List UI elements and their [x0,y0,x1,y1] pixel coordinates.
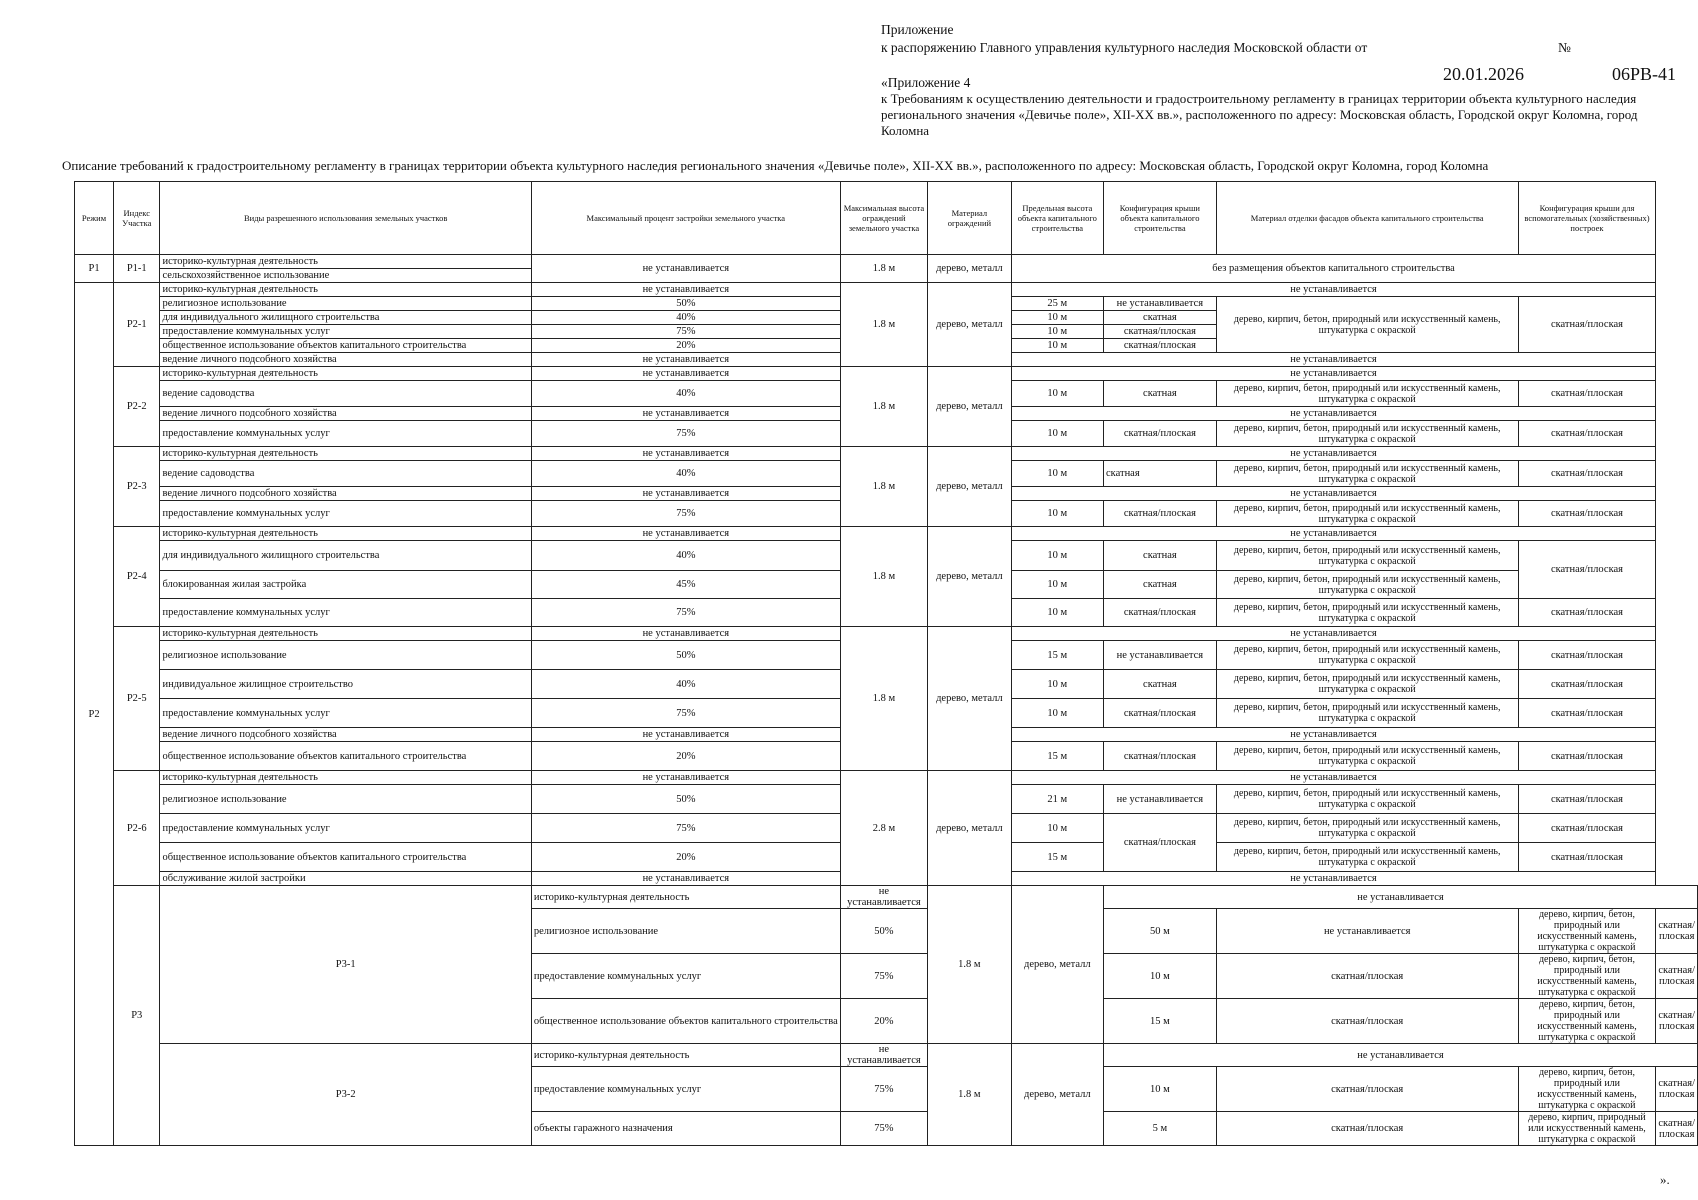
fence-height-cell: 1.8 м [840,447,927,527]
percent-cell: 50% [531,785,840,814]
height-cell: 10 м [1011,339,1103,353]
merged-cell: не устанавливается [1011,283,1656,297]
use-cell: обслуживание жилой застройки [160,872,531,886]
height-cell: 15 м [1103,999,1216,1044]
use-cell: общественное использование объектов капитального строительства [160,742,531,771]
percent-cell: 50% [531,641,840,670]
roof-cell: скатная [1103,670,1216,699]
percent-cell: не устанавливается [531,407,840,421]
regime-cell: Р1 [75,255,114,283]
use-cell: историко-культурная деятельность [160,527,531,541]
use-cell: индивидуальное жилищное строительство [160,670,531,699]
col-header-regime: Режим [75,182,114,255]
use-cell: для индивидуального жилищного строительства [160,541,531,571]
use-cell: историко-культурная деятельность [531,886,840,909]
percent-cell: не устанавливается [840,1044,927,1067]
table-row [75,447,1698,461]
height-cell: 15 м [1011,742,1103,771]
percent-cell: 75% [531,501,840,527]
fence-height-cell: 1.8 м [928,1044,1012,1146]
height-cell: 10 м [1011,571,1103,599]
percent-cell: не устанавливается [531,353,840,367]
facade-cell: дерево, кирпич, бетон, природный или искусственный камень, штукатурка с окраской [1216,541,1518,571]
facade-cell: дерево, кирпич, бетон, природный или искусственный камень, штукатурка с окраской [1216,843,1518,872]
height-cell: 10 м [1011,501,1103,527]
facade-cell: дерево, кирпич, бетон, природный или искусственный камень, штукатурка с окраской [1216,785,1518,814]
percent-cell: 75% [531,325,840,339]
percent-cell: 50% [840,909,927,954]
appendix4-text: к Требованиям к осуществлению деятельности и градостроительному регламенту в границах территории объекта культурного наследия регионального значения «Девичье поле», XII-XX вв.», расположенного по адресу: Московская область, Городской округ Коломна, город Коломна [881,91,1638,138]
aux-roof-cell: скатная/плоская [1518,381,1656,407]
fence-height-cell: 1.8 м [840,367,927,447]
use-cell: историко-культурная деятельность [531,1044,840,1067]
merged-cell: не устанавливается [1011,627,1656,641]
percent-cell: не устанавливается [531,627,840,641]
percent-cell: 40% [531,381,840,407]
facade-cell: дерево, кирпич, бетон, природный или искусственный камень, штукатурка с окраской [1216,571,1518,599]
percent-cell: 75% [531,599,840,627]
roof-cell: не устанавливается [1103,297,1216,311]
facade-cell: дерево, кирпич, бетон, природный или искусственный камень, штукатурка с окраской [1518,909,1656,954]
col-header-max-height: Предельная высота объекта капитального строительства [1011,182,1103,255]
col-header-fence-material: Материал ограждений [928,182,1012,255]
percent-cell: не устанавливается [531,728,840,742]
percent-cell: 20% [531,742,840,771]
merged-cell: не устанавливается [1011,367,1656,381]
use-cell: ведение садоводства [160,381,531,407]
col-header-plot-index: Индекс Участка [114,182,160,255]
roof-cell: скатная [1103,311,1216,325]
use-cell: религиозное использование [531,909,840,954]
aux-roof-cell: скатная/плоская [1656,954,1698,999]
use-cell: религиозное использование [160,641,531,670]
facade-cell: дерево, кирпич, бетон, природный или искусственный камень, штукатурка с окраской [1216,641,1518,670]
roof-cell: скатная/плоская [1103,699,1216,728]
facade-cell: дерево, кирпич, бетон, природный или искусственный камень, штукатурка с окраской [1216,461,1518,487]
roof-cell: не устанавливается [1103,641,1216,670]
use-cell: ведение личного подсобного хозяйства [160,487,531,501]
fence-material-cell: дерево, металл [928,367,1012,447]
facade-cell: дерево, кирпич, природный или искусственный камень, штукатурка с окраской [1518,1112,1656,1146]
height-cell: 10 м [1011,421,1103,447]
percent-cell: 20% [840,999,927,1044]
table-row [75,627,1698,641]
col-header-permitted-use: Виды разрешенного использования земельных участков [160,182,531,255]
roof-cell: скатная [1103,541,1216,571]
use-cell: предоставление коммунальных услуг [160,814,531,843]
use-cell: ведение личного подсобного хозяйства [160,407,531,421]
aux-roof-cell: скатная/плоская [1518,699,1656,728]
aux-roof-cell: скатная/плоская [1518,843,1656,872]
table-header-row [75,182,1698,255]
facade-cell: дерево, кирпич, бетон, природный или искусственный камень, штукатурка с окраской [1216,421,1518,447]
table-description: Описание требований к градостроительному регламенту в границах территории объекта культурного наследия регионального значения «Девичье поле», XII-XX вв.», расположенного по адресу: Московская область, Городской округ Коломна, город Коломна [62,158,1489,173]
plot-index-cell: Р2-3 [114,447,160,527]
plot-index-cell: Р2-1 [114,283,160,367]
facade-cell: дерево, кирпич, бетон, природный или искусственный камень, штукатурка с окраской [1216,501,1518,527]
facade-cell: дерево, кирпич, бетон, природный или искусственный камень, штукатурка с окраской [1216,670,1518,699]
merged-cell: не устанавливается [1103,1044,1697,1067]
height-cell: 10 м [1011,461,1103,487]
aux-roof-cell: скатная/плоская [1656,1112,1698,1146]
height-cell: 50 м [1103,909,1216,954]
percent-cell: 75% [531,421,840,447]
plot-index-cell: Р2-2 [114,367,160,447]
table-row [75,367,1698,381]
fence-height-cell: 1.8 м [840,283,927,367]
plot-index-cell: Р2-4 [114,527,160,627]
merged-cell: не устанавливается [1011,872,1656,886]
height-cell: 10 м [1011,325,1103,339]
col-header-aux-roof: Конфигурация крыши для вспомогательных (хозяйственных) построек [1518,182,1656,255]
height-cell: 21 м [1011,785,1103,814]
use-cell: блокированная жилая застройка [160,571,531,599]
col-header-roof-config: Конфигурация крыши объекта капитального строительства [1103,182,1216,255]
plot-index-cell: Р2-6 [114,771,160,886]
plot-index-cell: Р3-2 [160,1044,531,1146]
fence-material-cell: дерево, металл [1011,1044,1103,1146]
percent-cell: не устанавливается [531,527,840,541]
roof-cell: не устанавливается [1216,909,1518,954]
number-sign: № [1558,40,1571,55]
fence-height-cell: 1.8 м [840,627,927,771]
merged-cell: не устанавливается [1011,353,1656,367]
percent-cell: 40% [531,541,840,571]
use-cell: историко-культурная деятельность [160,283,531,297]
merged-cell: не устанавливается [1011,407,1656,421]
fence-material-cell: дерево, металл [928,283,1012,367]
roof-cell: скатная/плоская [1216,954,1518,999]
roof-cell: скатная/плоская [1216,999,1518,1044]
percent-cell: 75% [840,1112,927,1146]
percent-cell: не устанавливается [531,447,840,461]
aux-roof-cell: скатная/плоская [1518,599,1656,627]
aux-roof-cell: скатная/плоская [1518,297,1656,353]
roof-cell: скатная/плоская [1103,421,1216,447]
roof-cell: скатная [1103,461,1216,487]
appendix-title: Приложение [881,22,954,37]
height-cell: 25 м [1011,297,1103,311]
roof-cell: скатная [1103,571,1216,599]
use-cell: предоставление коммунальных услуг [160,501,531,527]
aux-roof-cell: скатная/плоская [1518,421,1656,447]
use-cell: общественное использование объектов капитального строительства [531,999,840,1044]
percent-cell: не устанавливается [840,886,927,909]
table-row [75,527,1698,541]
fence-material-cell: дерево, металл [928,255,1012,283]
use-cell: ведение садоводства [160,461,531,487]
percent-cell: 75% [531,814,840,843]
roof-cell: скатная/плоская [1103,339,1216,353]
aux-roof-cell: скатная/плоская [1656,909,1698,954]
facade-cell: дерево, кирпич, бетон, природный или искусственный камень, штукатурка с окраской [1216,297,1518,353]
percent-cell: 40% [531,670,840,699]
order-date: 20.01.2026 [1443,64,1524,84]
height-cell: 10 м [1011,599,1103,627]
roof-cell: скатная/плоская [1216,1067,1518,1112]
aux-roof-cell: скатная/плоская [1518,461,1656,487]
use-cell: историко-культурная деятельность [160,771,531,785]
facade-cell: дерево, кирпич, бетон, природный или искусственный камень, штукатурка с окраской [1518,999,1656,1044]
roof-cell: скатная/плоская [1216,1112,1518,1146]
use-cell: общественное использование объектов капитального строительства [160,339,531,353]
aux-roof-cell: скатная/плоская [1518,742,1656,771]
roof-cell: скатная [1103,381,1216,407]
percent-cell: не устанавливается [531,283,840,297]
appendix4-title: «Приложение 4 [881,75,971,90]
col-header-max-percent: Максимальный процент застройки земельного участка [531,182,840,255]
use-cell: для индивидуального жилищного строительства [160,311,531,325]
roof-cell: не устанавливается [1103,785,1216,814]
merged-cell: не устанавливается [1011,447,1656,461]
roof-cell: скатная/плоская [1103,742,1216,771]
height-cell: 15 м [1011,641,1103,670]
aux-roof-cell: скатная/плоская [1518,670,1656,699]
fence-material-cell: дерево, металл [1011,886,1103,1044]
aux-roof-cell: скатная/плоская [1518,541,1656,599]
height-cell: 10 м [1011,699,1103,728]
use-cell: религиозное использование [160,785,531,814]
use-cell: историко-культурная деятельность [160,447,531,461]
use-cell: историко-культурная деятельность [160,255,531,269]
use-cell: предоставление коммунальных услуг [160,699,531,728]
use-cell: предоставление коммунальных услуг [160,599,531,627]
roof-cell: скатная/плоская [1103,325,1216,339]
roof-cell: скатная/плоская [1103,501,1216,527]
merged-cell: не устанавливается [1103,886,1697,909]
height-cell: 15 м [1011,843,1103,872]
height-cell: 10 м [1011,670,1103,699]
roof-cell: скатная/плоская [1103,814,1216,872]
use-cell: предоставление коммунальных услуг [531,1067,840,1112]
use-cell: общественное использование объектов капитального строительства [160,843,531,872]
plot-index-cell: Р2-5 [114,627,160,771]
no-capital-cell: без размещения объектов капитального строительства [1011,255,1656,283]
height-cell: 10 м [1011,814,1103,843]
facade-cell: дерево, кирпич, бетон, природный или искусственный камень, штукатурка с окраской [1216,381,1518,407]
facade-cell: дерево, кирпич, бетон, природный или искусственный камень, штукатурка с окраской [1518,954,1656,999]
regime-cell: Р2 [75,283,114,1146]
height-cell: 10 м [1011,381,1103,407]
use-cell: предоставление коммунальных услуг [531,954,840,999]
table-row [75,255,1698,269]
percent-cell: 50% [531,297,840,311]
aux-roof-cell: скатная/плоская [1518,501,1656,527]
use-cell: предоставление коммунальных услуг [160,325,531,339]
percent-cell: не устанавливается [531,255,840,283]
aux-roof-cell: скатная/плоская [1518,785,1656,814]
merged-cell: не устанавливается [1011,487,1656,501]
aux-roof-cell: скатная/плоская [1656,1067,1698,1112]
height-cell: 10 м [1103,954,1216,999]
closing-mark: ». [1660,1172,1670,1187]
percent-cell: не устанавливается [531,367,840,381]
roof-cell: скатная/плоская [1103,599,1216,627]
plot-index-cell: Р1-1 [114,255,160,283]
plot-index-cell: Р3-1 [160,886,531,1044]
merged-cell: не устанавливается [1011,527,1656,541]
fence-material-cell: дерево, металл [928,527,1012,627]
fence-material-cell: дерево, металл [928,627,1012,771]
percent-cell: не устанавливается [531,487,840,501]
use-cell: историко-культурная деятельность [160,627,531,641]
percent-cell: не устанавливается [531,771,840,785]
regime-cell: Р3 [114,886,160,1146]
height-cell: 10 м [1011,311,1103,325]
fence-height-cell: 2.8 м [840,771,927,886]
use-cell: сельскохозяйственное использование [160,269,531,283]
use-cell: религиозное использование [160,297,531,311]
percent-cell: 75% [840,1067,927,1112]
table-row [75,1044,1698,1067]
table-row [75,283,1698,297]
col-header-fence-height: Максимальная высота ограждений земельного участка [840,182,927,255]
aux-roof-cell: скатная/плоская [1656,999,1698,1044]
fence-material-cell: дерево, металл [928,447,1012,527]
percent-cell: 75% [531,699,840,728]
fence-height-cell: 1.8 м [840,527,927,627]
fence-height-cell: 1.8 м [928,886,1012,1044]
percent-cell: 75% [840,954,927,999]
fence-height-cell: 1.8 м [840,255,927,283]
percent-cell: 40% [531,461,840,487]
facade-cell: дерево, кирпич, бетон, природный или искусственный камень, штукатурка с окраской [1518,1067,1656,1112]
regulation-table [74,181,1698,1146]
aux-roof-cell: скатная/плоская [1518,814,1656,843]
aux-roof-cell: скатная/плоская [1518,641,1656,670]
fence-material-cell: дерево, металл [928,771,1012,886]
use-cell: предоставление коммунальных услуг [160,421,531,447]
height-cell: 10 м [1011,541,1103,571]
height-cell: 5 м [1103,1112,1216,1146]
use-cell: ведение личного подсобного хозяйства [160,728,531,742]
table-row [75,771,1698,785]
percent-cell: не устанавливается [531,872,840,886]
facade-cell: дерево, кирпич, бетон, природный или искусственный камень, штукатурка с окраской [1216,699,1518,728]
order-line: к распоряжению Главного управления культурного наследия Московской области от [881,40,1368,55]
facade-cell: дерево, кирпич, бетон, природный или искусственный камень, штукатурка с окраской [1216,599,1518,627]
use-cell: ведение личного подсобного хозяйства [160,353,531,367]
percent-cell: 20% [531,843,840,872]
col-header-facade-material: Материал отделки фасадов объекта капитального строительства [1216,182,1518,255]
merged-cell: не устанавливается [1011,771,1656,785]
height-cell: 10 м [1103,1067,1216,1112]
use-cell: историко-культурная деятельность [160,367,531,381]
facade-cell: дерево, кирпич, бетон, природный или искусственный камень, штукатурка с окраской [1216,742,1518,771]
facade-cell: дерево, кирпич, бетон, природный или искусственный камень, штукатурка с окраской [1216,814,1518,843]
merged-cell: не устанавливается [1011,728,1656,742]
percent-cell: 45% [531,571,840,599]
table-row [75,886,1698,909]
order-number: 06РВ-41 [1612,64,1677,84]
use-cell: объекты гаражного назначения [531,1112,840,1146]
percent-cell: 20% [531,339,840,353]
percent-cell: 40% [531,311,840,325]
